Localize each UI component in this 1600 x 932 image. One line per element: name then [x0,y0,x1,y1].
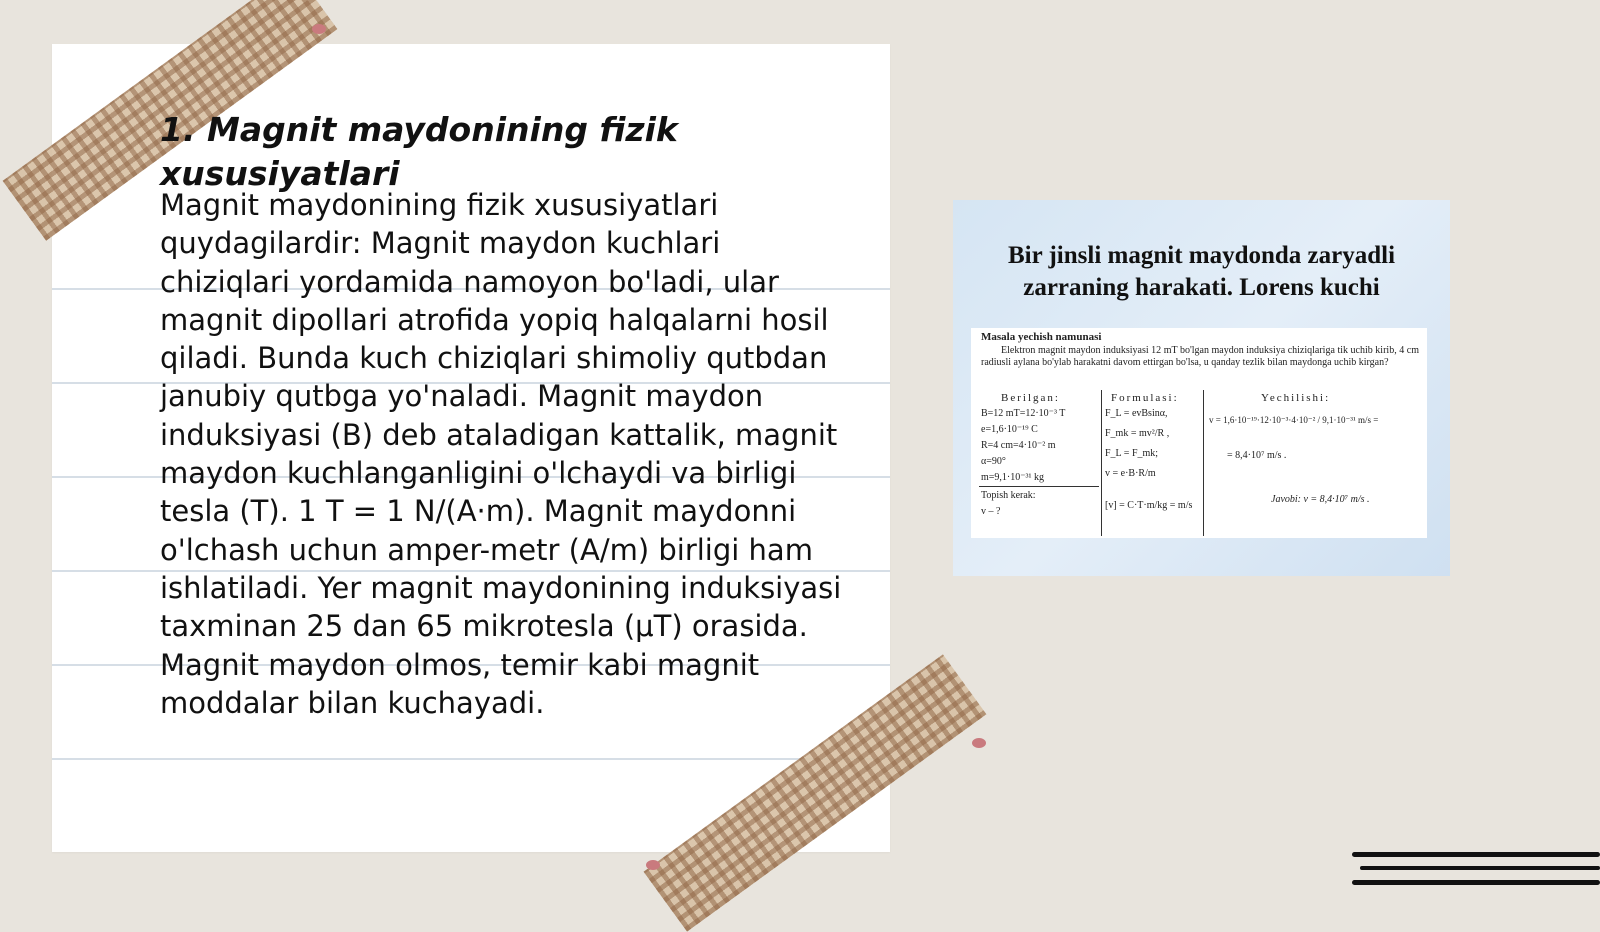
column-divider [1101,390,1102,536]
decorative-stroke [1360,866,1600,870]
given-divider [979,486,1099,487]
find-title: Topish kerak: [981,490,1036,501]
find-line: v – ? [981,506,1001,517]
formula-line: v = e·B·R/m [1105,468,1156,479]
formula-line: F_mk = mv²/R , [1105,428,1170,439]
formula-line: [v] = C·T·m/kg = m/s [1105,500,1193,511]
given-line: m=9,1·10⁻³¹ kg [981,472,1045,483]
problem-text: Elektron magnit maydon induksiyasi 12 mT bo'lgan maydon induksiya chiziqlariga tik uchib kirib, 4 cm radiusli aylana bo'ylab harakatni davom ettirgan bo'lsa, u qanday tezlik bilan maydonga uchib kirgan? [981,345,1419,368]
problem-example-card [971,328,1427,538]
textbook-figure [953,200,1450,576]
tape-pin-bottom-right [972,738,986,748]
tape-pin-top [312,24,326,34]
solution-title: Yechilishi: [1261,392,1331,404]
decorative-stroke [1352,852,1600,857]
tape-pin-bottom-left [646,860,660,870]
formula-line: F_L = evBsinα, [1105,408,1168,419]
problem-heading: Masala yechish namunasi [981,331,1102,343]
given-line: e=1,6·10⁻¹⁹ C [981,424,1038,435]
formulas-title: Formulasi: [1111,392,1179,404]
given-line: B=12 mT=12·10⁻³ T [981,408,1066,419]
solution-line: = 8,4·10⁷ m/s . [1227,450,1287,461]
answer-line: Javobi: v = 8,4·10⁷ m/s . [1271,494,1370,505]
slide-body-text: Magnit maydonining fizik xususiyatlari quydagilardir: Magnit maydon kuchlari chiziqlari yordamida namoyon bo'ladi, ular magnit dipollari atrofida yopiq halqalarni hosil qiladi. Bunda kuch chiziqlari shimoliy qutbdan janubiy qutbga yo'naladi. Magnit maydon induksiyasi (B) deb ataladigan kattalik, magnit maydon kuchlanganligini o'lchaydi va birligi tesla (T). 1 T = 1 N/(A·m). Magnit maydonni o'lchash uchun amper-metr (A/m) birligi ham ishlatiladi. Yer magnit maydonining induksiyasi taxminan 25 dan 65 mikrotesla (μT) orasida. Magnit maydon olmos, temir kabi magnit moddalar bilan kuchayadi. [160,188,842,720]
decorative-stroke [1352,880,1600,885]
given-line: α=90° [981,456,1006,467]
given-line: R=4 cm=4·10⁻² m [981,440,1056,451]
formula-line: F_L = F_mk; [1105,448,1159,459]
figure-title: Bir jinsli magnit maydonda zaryadli zarraning harakati. Lorens kuchi [1007,242,1396,301]
given-title: Berilgan: [1001,392,1060,404]
paper-rule-line [52,758,890,760]
column-divider [1203,390,1204,536]
solution-line: v = 1,6·10⁻¹⁹·12·10⁻³·4·10⁻² / 9,1·10⁻³¹ m/s = [1209,415,1379,425]
slide-heading: 1. Magnit maydonining fizik xususiyatlari [160,110,678,193]
